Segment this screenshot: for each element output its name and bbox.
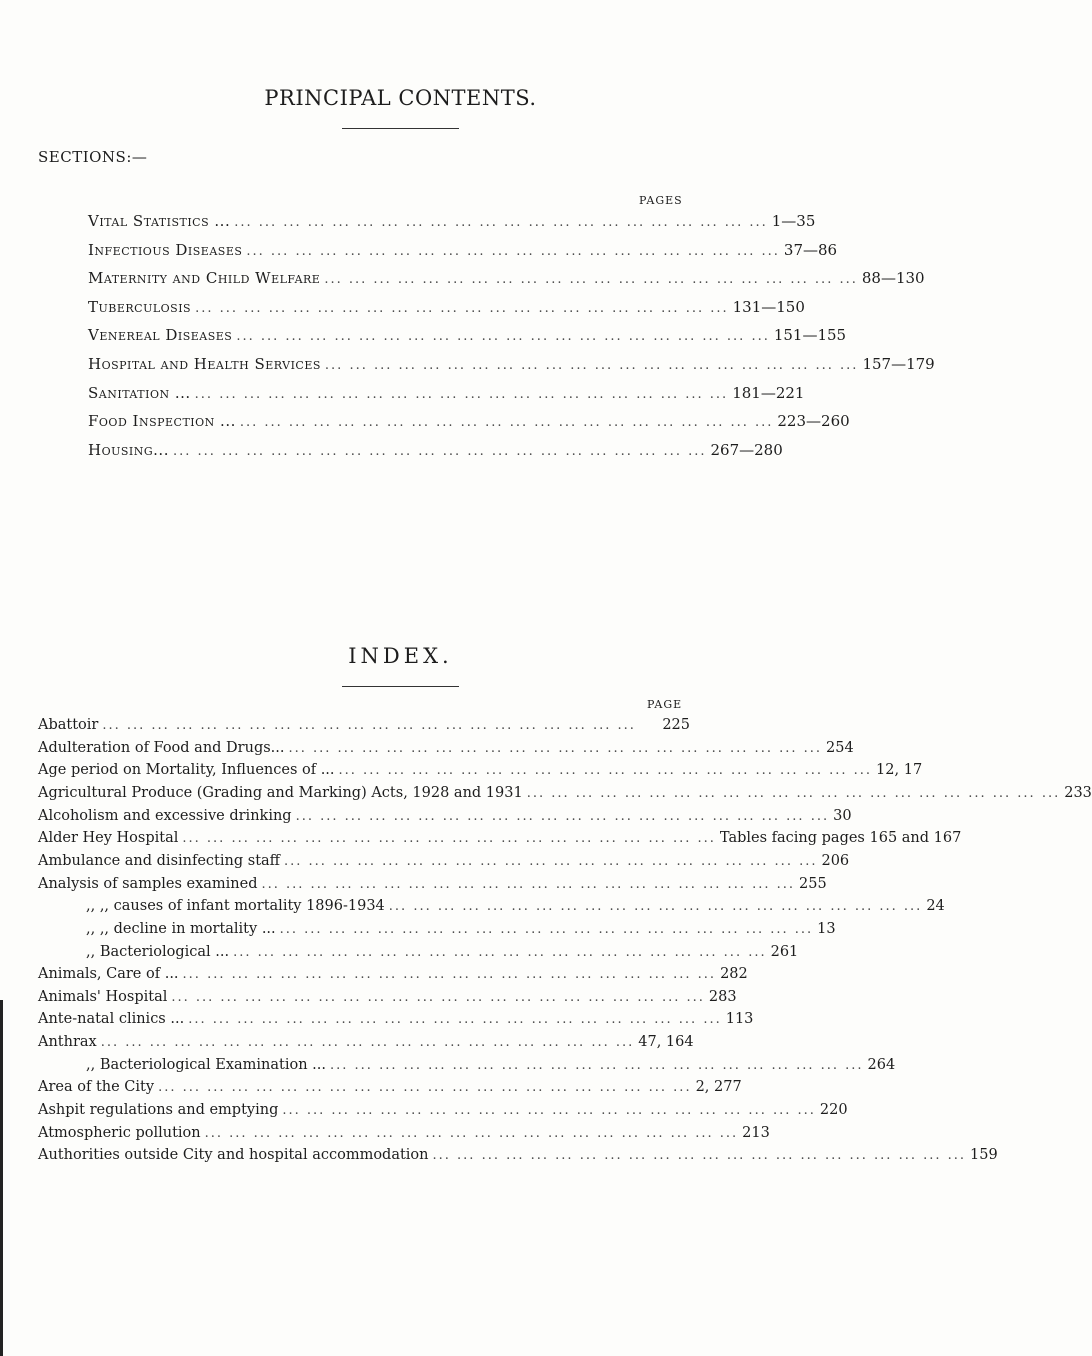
index-entry-page: 233	[1064, 784, 1092, 801]
index-entry-page: 255	[799, 875, 827, 892]
leader-dots: ... ... ... ... ... ... ... ... ... ... ... ... ... ... ... ... ... ... ... ... ... ...	[330, 1057, 864, 1073]
index-entry	[38, 762, 923, 786]
leader-dots: ... ... ... ... ... ... ... ... ... ... ... ... ... ... ... ... ... ... ... ... ... ...	[234, 215, 768, 230]
leader-dots: ... ... ... ... ... ... ... ... ... ... ... ... ... ... ... ... ... ... ... ... ... ...	[324, 272, 858, 288]
section-row	[88, 412, 850, 440]
index-entry-page: 113	[725, 1011, 754, 1028]
index-entry-page: 159	[970, 1147, 998, 1164]
title-divider	[342, 128, 459, 129]
index-entry	[38, 1034, 694, 1058]
section-pages: 223—260	[777, 412, 850, 431]
leader-dots: ... ... ... ... ... ... ... ... ... ... ... ... ... ... ... ... ... ... ... ... ... ...	[432, 1148, 967, 1164]
leader-dots: ... ... ... ... ... ... ... ... ... ... ... ... ... ... ... ... ... ... ... ... ... ...	[526, 785, 1061, 801]
leader-dots: ... ... ... ... ... ... ... ... ... ... ... ... ... ... ... ... ... ... ... ... ... ...	[246, 243, 780, 259]
leader-dots: ... ... ... ... ... ... ... ... ... ... ... ... ... ... ... ... ... ... ... ... ... ...	[261, 876, 796, 892]
index-entry-page: 12, 17	[876, 762, 923, 779]
index-entry	[38, 875, 827, 900]
section-pages: 88—130	[861, 269, 925, 288]
leader-dots: ... ... ... ... ... ... ... ... ... ... ... ... ... ... ... ... ... ... ... ... ... ...	[195, 300, 729, 316]
index-entry-name: Authorities outside City and hospital accommodation	[38, 1147, 429, 1164]
page-column-heading: PAGE	[647, 698, 683, 711]
index-entry-name: Agricultural Produce (Grading and Marking) Acts, 1928 and 1931	[38, 784, 523, 801]
leader-dots: ... ... ... ... ... ... ... ... ... ... ... ... ... ... ... ... ... ... ... ... ... ...	[188, 1012, 722, 1028]
index-entry-name: ,, ,, decline in mortality ...	[86, 920, 276, 937]
page-title: PRINCIPAL CONTENTS.	[264, 86, 537, 110]
section-pages: 131—150	[732, 297, 805, 316]
index-entry-name: ,, ,, causes of infant mortality 1896-1934	[86, 898, 385, 915]
section-pages: 157—179	[862, 355, 935, 373]
leader-dots: ... ... ... ... ... ... ... ... ... ... ... ... ... ... ... ... ... ... ... ... ... ...	[295, 808, 830, 824]
index-entry-name: ,, Bacteriological Examination ...	[86, 1056, 327, 1073]
index-entry	[38, 1102, 848, 1126]
index-entry-page: 254	[826, 739, 854, 756]
index-entry	[38, 1147, 998, 1171]
leader-dots: ... ... ... ... ... ... ... ... ... ... ... ... ... ... ... ... ... ... ... ... ... ...	[194, 386, 729, 402]
pages-column-heading: PAGES	[639, 194, 683, 207]
index-entry-name: Atmospheric pollution	[38, 1124, 201, 1141]
index-entry-name: Adulteration of Food and Drugs...	[38, 739, 285, 756]
section-row	[88, 240, 838, 269]
leader-dots: ... ... ... ... ... ... ... ... ... ... ... ... ... ... ... ... ... ... ... ... ... ...	[388, 899, 923, 915]
index-entry-name: Anthrax	[38, 1034, 97, 1051]
index-entry-name: Alder Hey Hospital	[38, 830, 179, 847]
index-entry-name: ,, Bacteriological ...	[86, 943, 230, 960]
section-row	[88, 383, 805, 412]
index-entry-page: 264	[867, 1056, 896, 1073]
index-divider	[342, 686, 459, 687]
leader-dots: ... ... ... ... ... ... ... ... ... ... ... ... ... ... ... ... ... ... ... ... ... ...	[182, 967, 717, 983]
index-entry-page: 206	[821, 852, 850, 869]
index-entry-name: Age period on Mortality, Influences of ...	[38, 762, 335, 779]
leader-dots: ... ... ... ... ... ... ... ... ... ... ... ... ... ... ... ... ... ... ... ... ... ...	[171, 989, 705, 1005]
index-entry	[38, 988, 737, 1013]
index-entry	[38, 784, 1092, 809]
index-entry-name: Ashpit regulations and emptying	[38, 1102, 279, 1119]
index-entry-name: Animals' Hospital	[38, 988, 168, 1005]
index-entry	[38, 830, 962, 854]
index-entry-page: 261	[770, 943, 799, 960]
section-pages: 181—221	[732, 383, 805, 402]
section-pages: 151—155	[773, 326, 847, 345]
index-entry	[38, 1011, 754, 1035]
index-entry-page: 24	[926, 898, 945, 915]
section-name: Maternity and Child Welfare	[88, 269, 321, 288]
page-edge-shadow	[0, 1000, 6, 1356]
index-entry	[38, 943, 799, 968]
index-entry-page: 220	[819, 1102, 848, 1119]
leader-dots: ... ... ... ... ... ... ... ... ... ... ... ... ... ... ... ... ... ... ... ... ... ...	[283, 853, 818, 869]
section-name: Sanitation ...	[88, 383, 191, 402]
section-name: Housing...	[88, 440, 169, 459]
section-row	[88, 326, 847, 354]
index-entry	[38, 1124, 770, 1149]
section-row	[88, 440, 783, 469]
section-name: Infectious Diseases	[88, 240, 243, 259]
section-row	[88, 355, 935, 383]
section-name: Tuberculosis	[88, 297, 192, 316]
leader-dots: ... ... ... ... ... ... ... ... ... ... ... ... ... ... ... ... ... ... ... ... ... ...	[324, 358, 859, 373]
leader-dots: ... ... ... ... ... ... ... ... ... ... ... ... ... ... ... ... ... ... ... ... ... ...	[204, 1125, 739, 1141]
section-row	[88, 297, 805, 326]
leader-dots: ... ... ... ... ... ... ... ... ... ... ... ... ... ... ... ... ... ... ... ... ... ...	[279, 921, 814, 937]
index-entry	[38, 920, 836, 945]
section-name: Hospital and Health Services	[88, 355, 321, 373]
index-entry-name: Ante-natal clinics ...	[38, 1011, 185, 1028]
section-pages: 267—280	[710, 440, 783, 459]
leader-dots: ... ... ... ... ... ... ... ... ... ... ... ... ... ... ... ... ... ... ... ... ... ...	[100, 1035, 635, 1051]
leader-dots: ... ... ... ... ... ... ... ... ... ... ... ... ... ... ... ... ... ... ... ... ... ...	[282, 1103, 816, 1119]
index-entry	[38, 807, 852, 832]
leader-dots: ... ... ... ... ... ... ... ... ... ... ... ... ... ... ... ... ... ... ... ... ... ...	[158, 1080, 692, 1096]
section-row	[88, 212, 816, 240]
index-entry-note: Tables facing pages 165 and 167	[719, 830, 962, 847]
index-entry-name: Animals, Care of ...	[38, 966, 179, 983]
leader-dots: ... ... ... ... ... ... ... ... ... ... ... ... ... ... ... ... ... ... ... ... ... ...	[182, 831, 716, 847]
sections-label: SECTIONS:—	[38, 148, 148, 166]
index-entry	[38, 1056, 896, 1081]
leader-dots: ... ... ... ... ... ... ... ... ... ... ... ... ... ... ... ... ... ... ... ... ... ...	[233, 944, 767, 960]
section-row	[88, 269, 925, 297]
index-entry-page: 282	[720, 966, 748, 983]
index-entry	[38, 1079, 742, 1103]
index-entry	[38, 717, 690, 741]
index-entry-page: 47, 164	[638, 1034, 694, 1051]
leader-dots: ... ... ... ... ... ... ... ... ... ... ... ... ... ... ... ... ... ... ... ... ... ...	[338, 763, 873, 779]
index-entry-name: Area of the City	[38, 1079, 155, 1096]
leader-dots: ... ... ... ... ... ... ... ... ... ... ... ... ... ... ... ... ... ... ... ... ... ...	[239, 415, 774, 431]
index-entry-page: 213	[742, 1124, 770, 1141]
index-entry	[38, 898, 945, 922]
leader-dots: ... ... ... ... ... ... ... ... ... ... ... ... ... ... ... ... ... ... ... ... ... ...	[236, 329, 770, 345]
section-name: Venereal Diseases	[88, 326, 233, 345]
index-entry-name: Alcoholism and excessive drinking	[38, 807, 292, 824]
section-pages: 1—35	[771, 212, 816, 230]
leader-dots: ... ... ... ... ... ... ... ... ... ... ... ... ... ... ... ... ... ... ... ... ... ...	[172, 443, 707, 459]
section-name: Food Inspection ...	[88, 412, 236, 431]
section-name: Vital Statistics ...	[88, 212, 231, 230]
index-entry	[38, 966, 748, 990]
index-entry-name: Abattoir	[38, 717, 99, 733]
leader-dots: ... ... ... ... ... ... ... ... ... ... ... ... ... ... ... ... ... ... ... ... ... ...	[288, 740, 823, 756]
index-entry-name: Ambulance and disinfecting staff	[38, 852, 280, 869]
index-entry-page: 225	[662, 717, 690, 733]
index-entry-page: 13	[817, 920, 836, 937]
index-title: INDEX.	[348, 644, 453, 668]
leader-dots: ... ... ... ... ... ... ... ... ... ... ... ... ... ... ... ... ... ... ... ... ... ...	[102, 718, 636, 733]
index-entry	[38, 739, 854, 764]
index-entry-name: Analysis of samples examined	[38, 875, 258, 892]
index-entry	[38, 852, 850, 877]
index-entry-page: 30	[833, 807, 852, 824]
index-entry-page: 283	[708, 988, 737, 1005]
section-pages: 37—86	[783, 240, 838, 259]
index-entry-page: 2, 277	[695, 1079, 742, 1096]
